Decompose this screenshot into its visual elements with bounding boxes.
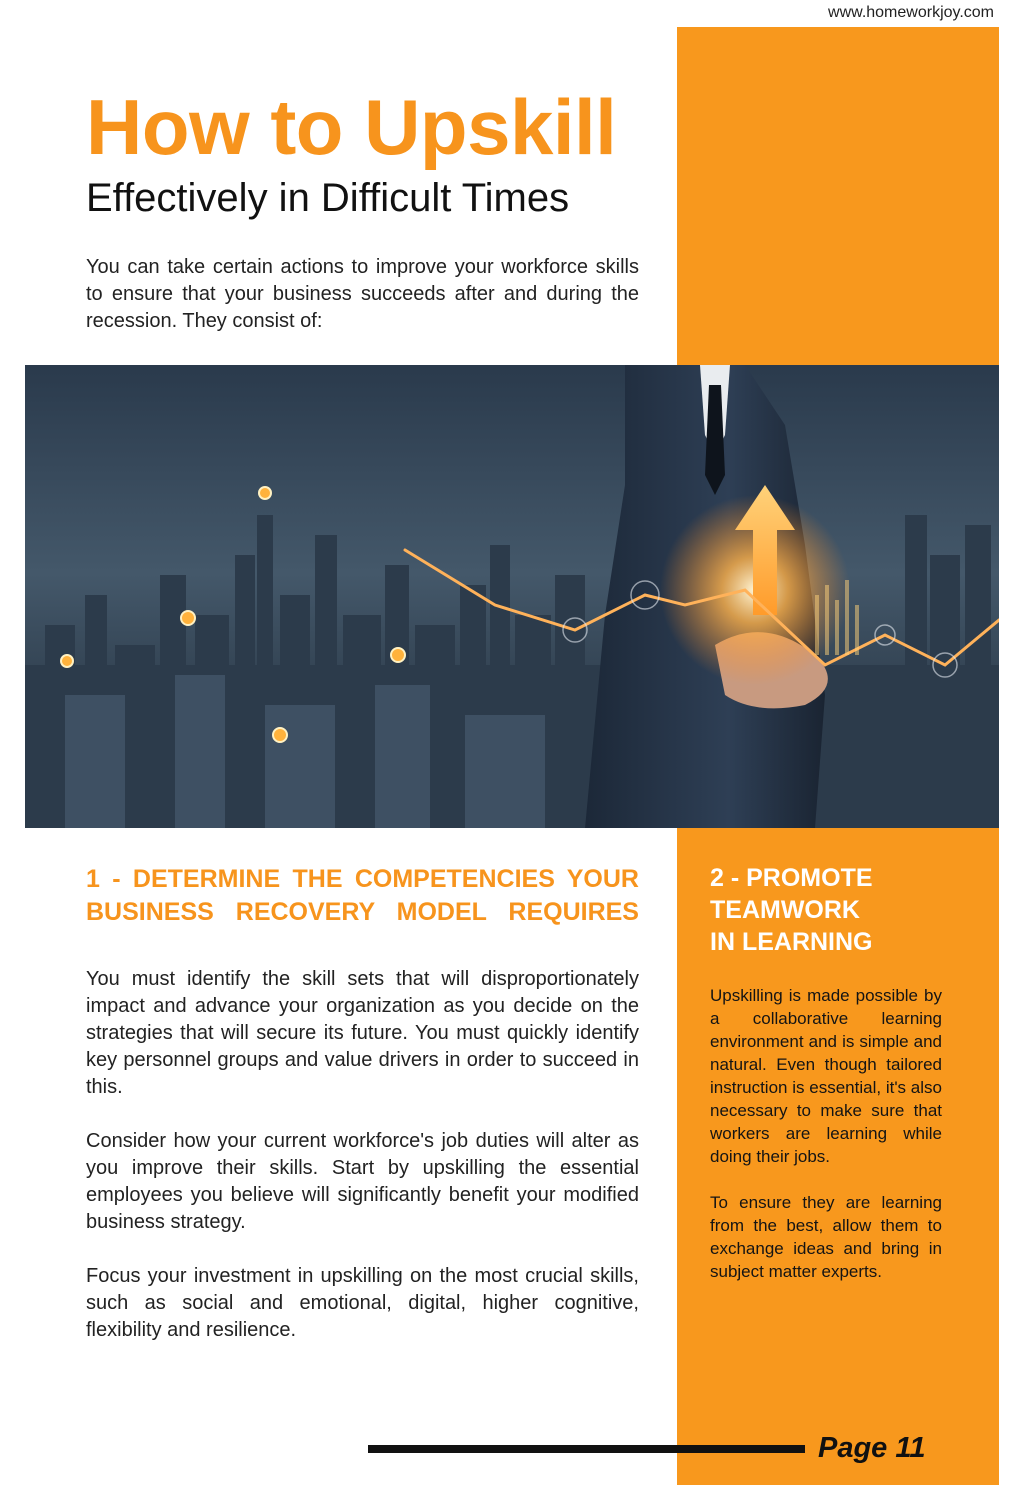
section1-body <box>86 966 639 1371</box>
footer-divider <box>368 1445 805 1453</box>
section1-paragraph: You must identify the skill sets that will disproportionately impact and advance your organization as you decide on the strategies that will secure its future. You must quickly identify key personnel groups and value drivers in order to succeed in this. <box>86 968 639 1098</box>
section2-body <box>710 984 942 1306</box>
page-number: Page 11 <box>818 1432 926 1464</box>
hero-image <box>25 365 999 828</box>
site-url[interactable]: www.homeworkjoy.com <box>828 4 994 21</box>
section2-paragraph: To ensure they are learning from the best, allow them to exchange ideas and bring in subject matter experts. <box>710 1193 942 1281</box>
page-title: How to Upskill <box>86 83 617 171</box>
section1-paragraph: Focus your investment in upskilling on the most crucial skills, such as social and emotional, digital, higher cognitive, flexibility and resilience. <box>86 1265 639 1341</box>
section1-heading: 1 - DETERMINE THE COMPETENCIES YOUR BUSINESS RECOVERY MODEL REQUIRES <box>86 865 639 926</box>
page-subtitle: Effectively in Difficult Times <box>86 176 570 220</box>
section2-heading-line: TEAMWORK <box>710 896 860 924</box>
section1-paragraph: Consider how your current workforce's job duties will alter as you improve their skills. Start by upskilling the essential employees you believe will significantly benefit your modified business strategy. <box>86 1130 639 1233</box>
section2-heading-line: 2 - PROMOTE <box>710 864 873 892</box>
section2-heading <box>710 862 950 958</box>
section2-heading-line: IN LEARNING <box>710 928 873 956</box>
section2-paragraph: Upskilling is made possible by a collaborative learning environment and is simple and natural. Even though tailored instruction is essential, it's also necessary to make sure that workers are learning while doing their jobs. <box>710 986 942 1166</box>
intro-paragraph: You can take certain actions to improve your workforce skills to ensure that your business succeeds after and during the recession. They consist of: <box>86 256 639 332</box>
